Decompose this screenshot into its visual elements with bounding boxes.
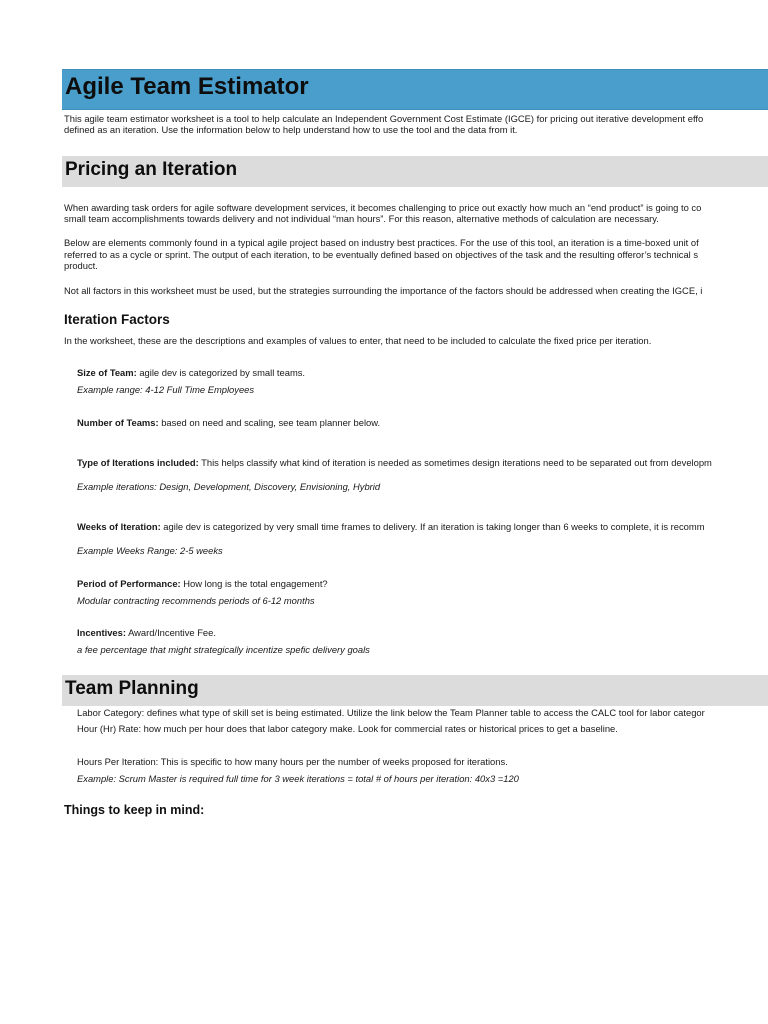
factor-period-label: Period of Performance: (77, 578, 181, 589)
factor-period-example: Modular contracting recommends periods of 6-12 months (77, 595, 315, 606)
pricing-p2-line-1: Below are elements commonly found in a typical agile project based on industry best practices. For the use of this tool, an iteration is a time-boxed unit of (64, 237, 699, 248)
intro-line-1: This agile team estimator worksheet is a tool to help calculate an Independent Government Cost Estimate (IGCE) for pricing out iterative development effo (64, 113, 704, 124)
factor-weeks (77, 521, 705, 532)
team-hour-rate: Hour (Hr) Rate: how much per hour does that labor category make. Look for commercial rates or historical prices to get a baseline. (77, 723, 618, 734)
section-team-title: Team Planning (65, 678, 199, 699)
factor-incentives-example: a fee percentage that might strategically incentize speﬁc delivery goals (77, 644, 370, 655)
pricing-p2-line-2: referred to as a cycle or sprint. The output of each iteration, to be eventually defined based on objectives of the task and the resulting offeror’s technical s (64, 249, 699, 260)
factor-period-text: How long is the total engagement? (180, 578, 328, 589)
section-team-header (62, 675, 768, 706)
factor-size (77, 367, 305, 378)
factor-size-example: Example range: 4-12 Full Time Employees (77, 384, 255, 395)
factor-teams-text: based on need and scaling, see team planner below. (158, 417, 381, 428)
pricing-p1-line-1: When awarding task orders for agile software development services, it becomes challenging to price out exactly how much an “end product” is going to co (64, 202, 702, 213)
factor-incentives-label: Incentives: (77, 627, 126, 638)
factor-teams (77, 417, 380, 428)
pricing-p3: Not all factors in this worksheet must be used, but the strategies surrounding the importance of the factors should be addressed when creating the IGCE, i (64, 285, 703, 296)
factor-weeks-example: Example Weeks Range: 2-5 weeks (77, 545, 223, 556)
factor-type-example: Example iterations: Design, Development, Discovery, Envisioning, Hybrid (77, 481, 381, 492)
iteration-factors-heading: Iteration Factors (64, 312, 170, 327)
iteration-factors-intro: In the worksheet, these are the descriptions and examples of values to enter, that need to be included to calculate the fixed price per iteration. (64, 335, 652, 346)
factor-type-text: This helps classify what kind of iteration is needed as sometimes design iterations need to be separated out from developm (198, 457, 712, 468)
section-pricing-header (62, 156, 768, 187)
title-banner (62, 69, 768, 110)
section-pricing-title: Pricing an Iteration (65, 159, 238, 180)
team-labor-category: Labor Category: defines what type of skill set is being estimated. Utilize the link below the Team Planner table to access the CALC tool for labor categor (77, 707, 705, 718)
factor-size-text: agile dev is categorized by small teams. (136, 367, 306, 378)
team-hours-example: Example: Scrum Master is required full time for 3 week iterations = total # of hours per iteration: 40x3 =120 (77, 773, 519, 784)
factor-type-label: Type of Iterations included: (77, 457, 199, 468)
team-hours-per-iteration: Hours Per Iteration: This is specific to how many hours per the number of weeks proposed for iterations. (77, 756, 508, 767)
things-to-keep-in-mind: Things to keep in mind: (64, 803, 205, 817)
factor-period (77, 578, 328, 589)
factor-size-label: Size of Team: (77, 367, 137, 378)
factor-weeks-label: Weeks of Iteration: (77, 521, 161, 532)
pricing-p2-line-3: product. (64, 260, 98, 271)
factor-weeks-text: agile dev is categorized by very small time frames to delivery. If an iteration is taking longer than 6 weeks to complete, it is recomm (160, 521, 705, 532)
factor-type (77, 457, 712, 468)
factor-incentives-text: Award/Incentive Fee. (125, 627, 216, 638)
factor-teams-label: Number of Teams: (77, 417, 159, 428)
page-title: Agile Team Estimator (65, 73, 309, 100)
factor-incentives (77, 627, 216, 638)
intro-line-2: defined as an iteration. Use the information below to help understand how to use the tool and the data from it. (64, 124, 518, 135)
pricing-p1-line-2: small team accomplishments towards delivery and not individual “man hours”. For this reason, alternative methods of calculation are necessary. (64, 213, 659, 224)
